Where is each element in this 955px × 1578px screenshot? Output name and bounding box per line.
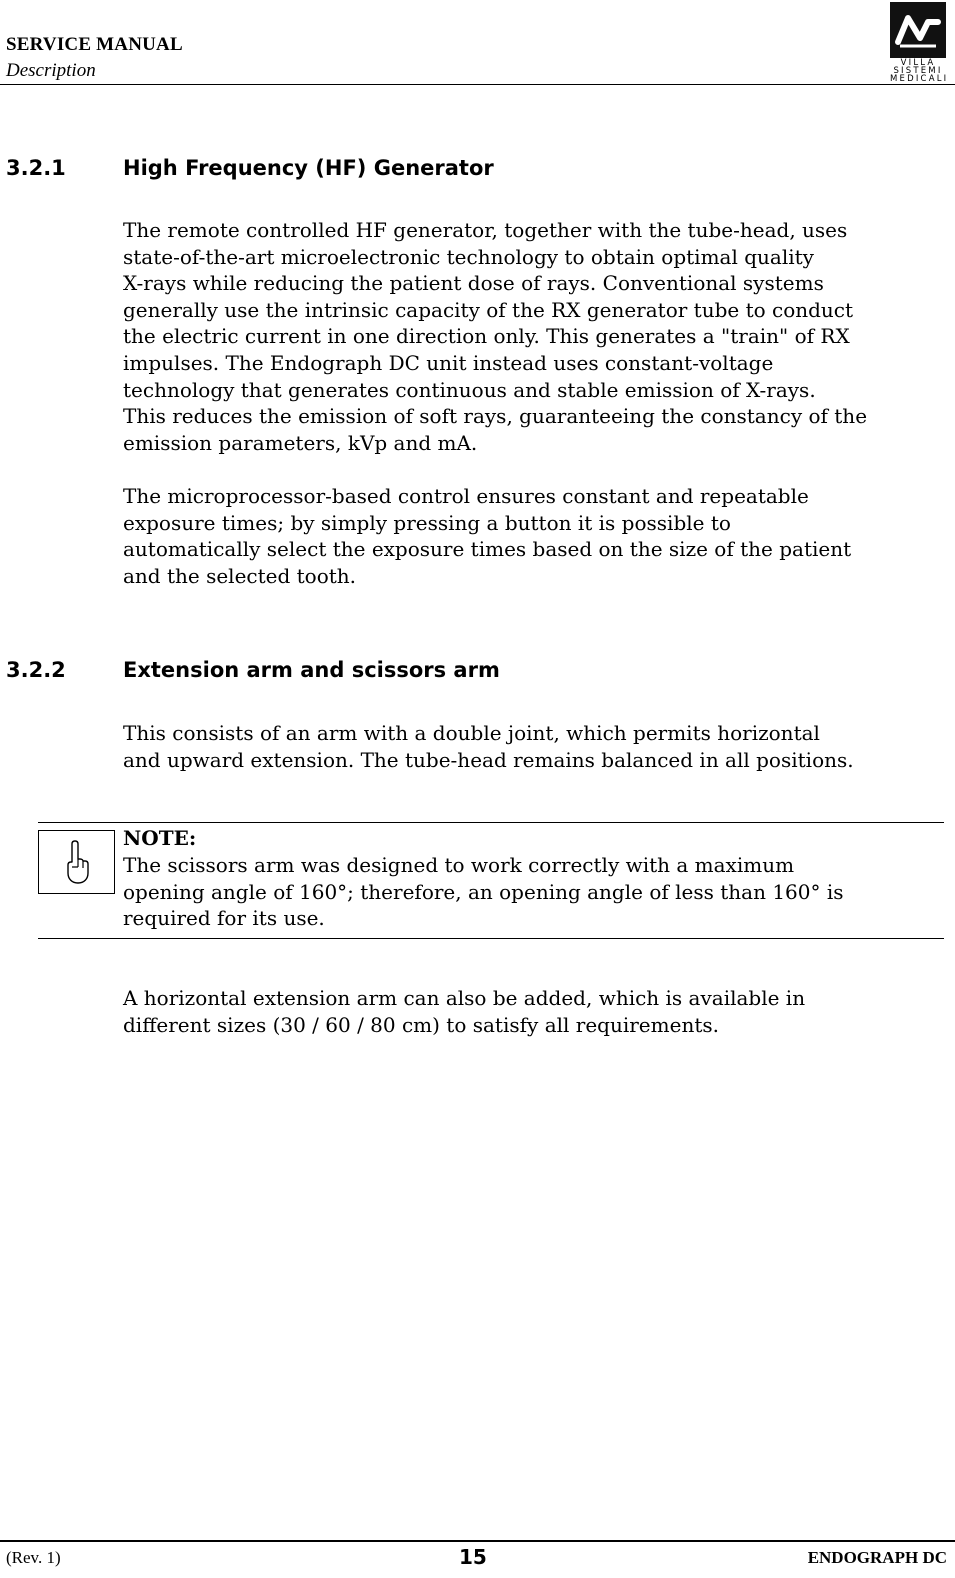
paragraph-hf-generator (123, 217, 953, 456)
text-line: generally use the intrinsic capacity of the RX generator tube to conduct (123, 297, 854, 322)
section-title: Extension arm and scissors arm (123, 658, 500, 682)
text-line: A horizontal extension arm can also be added, which is available in (123, 986, 806, 1010)
text-line: technology that generates continuous and stable emission of X-rays. (123, 377, 816, 402)
text-line: and the selected tooth. (123, 563, 357, 588)
text-line: automatically select the exposure times based on the size of the patient (123, 537, 852, 562)
text-line: state-of-the-art microelectronic technology to obtain optimal quality (123, 244, 814, 269)
text-line: the electric current in one direction only. This generates a "train" of RX (123, 324, 850, 349)
footer-divider (0, 1540, 955, 1542)
text-line: different sizes (30 / 60 / 80 cm) to satisfy all requirements. (123, 1012, 719, 1037)
note-icon-box (38, 830, 115, 894)
company-logo (890, 2, 950, 83)
logo-text-line2: SISTEMI (893, 66, 943, 76)
paragraph-extension-arm (123, 720, 953, 773)
text-line: and upward extension. The tube-head remains balanced in all positions. (123, 747, 854, 772)
note-bottom-rule (38, 938, 944, 939)
text-line: exposure times; by simply pressing a button it is possible to (123, 510, 731, 535)
text-line: The remote controlled HF generator, together with the tube-head, uses (123, 218, 848, 242)
note-top-rule (38, 822, 944, 823)
text-line: The scissors arm was designed to work correctly with a maximum (123, 853, 795, 877)
text-line: opening angle of 160°; therefore, an opening angle of less than 160° is (123, 879, 844, 904)
section-title: High Frequency (HF) Generator (123, 156, 494, 180)
page-number: 15 (459, 1545, 487, 1569)
footer-revision: (Rev. 1) (6, 1548, 61, 1567)
logo-text-line3: MEDICALI (890, 74, 949, 84)
paragraph-microprocessor (123, 483, 953, 589)
footer-product-name: ENDOGRAPH DC (807, 1548, 947, 1567)
text-line: The microprocessor-based control ensures constant and repeatable (123, 484, 809, 508)
note-text (123, 852, 953, 932)
paragraph-horizontal-arm (123, 985, 953, 1038)
text-line: impulses. The Endograph DC unit instead uses constant-voltage (123, 350, 774, 375)
text-line: This reduces the emission of soft rays, guaranteeing the constancy of the (123, 404, 868, 429)
header-subtitle: Description (6, 60, 96, 81)
logo-text-line1: VILLA (900, 58, 936, 68)
header-divider (0, 84, 955, 85)
text-line: emission parameters, kVp and mA. (123, 430, 478, 455)
text-line: This consists of an arm with a double joint, which permits horizontal (123, 721, 820, 745)
logo-mark-icon (890, 2, 946, 58)
section-number: 3.2.2 (6, 658, 66, 682)
text-line: required for its use. (123, 906, 325, 931)
section-number: 3.2.1 (6, 156, 66, 180)
pointing-hand-icon (65, 839, 91, 885)
text-line: X-rays while reducing the patient dose of rays. Conventional systems (123, 271, 824, 296)
note-label: NOTE: (123, 826, 197, 850)
header-title: SERVICE MANUAL (6, 34, 183, 55)
